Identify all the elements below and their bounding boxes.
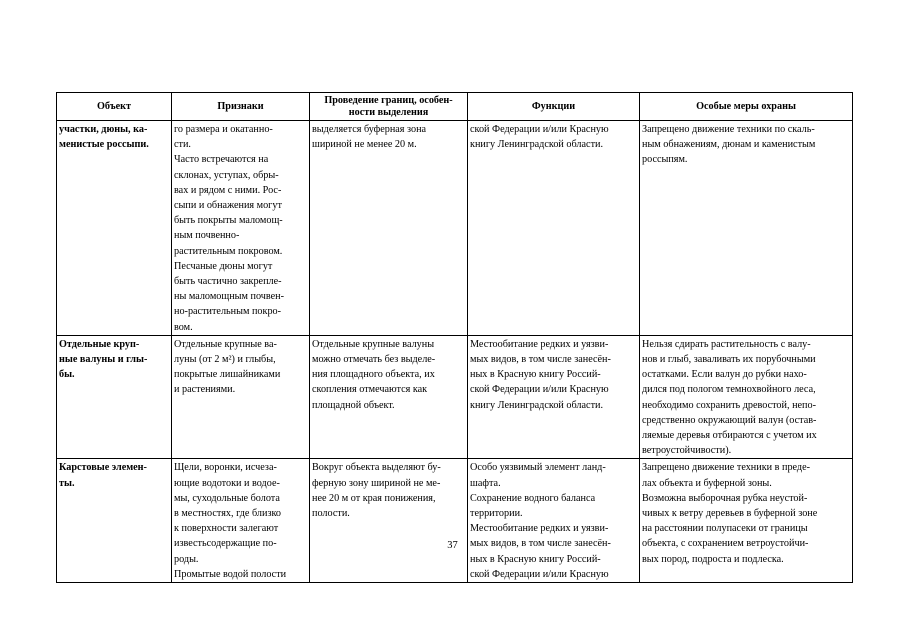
table-row xyxy=(57,335,853,459)
cell-text-line: Возможна выборочная рубка неустой- xyxy=(642,492,808,504)
cell-text-line: Песчаные дюны могут xyxy=(174,260,273,272)
cell-text-line: объекта, с сохранением ветроустойчи- xyxy=(642,538,809,550)
header-boundaries: Проведение границ, особен-ности выделения xyxy=(310,93,468,121)
cell-text-line: Промытые водой полости xyxy=(174,568,287,580)
cell-text-line: Щели, воронки, исчеза- xyxy=(174,462,277,474)
cell-text-line: вых пород, подроста и подлеска. xyxy=(642,553,784,565)
cell-text-line: и растениями. xyxy=(174,384,236,396)
cell-text-line: выделяется буферная зона xyxy=(312,124,427,135)
cell-text-line: Особо уязвимый элемент ланд- xyxy=(470,462,606,474)
cell-text-line: растительным покровом. xyxy=(174,245,283,257)
cell-text-line: го размера и окатанно- xyxy=(174,124,273,135)
cell-boundaries xyxy=(310,335,468,459)
cell-text-line: ным обнажениям, дюнам и каменистым xyxy=(642,139,816,151)
cell-text-line: средственно окружающий валун (остав- xyxy=(642,414,817,426)
protection-measures-table xyxy=(56,92,853,583)
cell-signs xyxy=(172,335,310,459)
cell-text-line: склонах, уступах, обры- xyxy=(174,169,279,181)
cell-functions xyxy=(468,459,640,583)
cell-text-line: ния площадного объекта, их xyxy=(312,369,435,381)
cell-text-line: луны (от 2 м²) и глыбы, xyxy=(174,354,276,366)
cell-text-line: книгу Ленинградской области. xyxy=(470,139,604,151)
header-signs: Признаки xyxy=(172,93,310,121)
cell-text-line: ных в Красную книгу Россий- xyxy=(470,369,601,381)
cell-text-line: россыпям. xyxy=(642,154,688,166)
cell-boundaries xyxy=(310,459,468,583)
cell-text-line: ющие водотоки и водое- xyxy=(174,477,280,489)
cell-text-line: лах объекта и буферной зоны. xyxy=(642,477,772,489)
cell-text-line: сыпи и обнажения могут xyxy=(174,200,282,212)
cell-text-line: ской Федерации и/или Красную xyxy=(470,384,609,396)
cell-signs xyxy=(172,459,310,583)
cell-object xyxy=(57,121,172,336)
header-functions: Функции xyxy=(468,93,640,121)
cell-text-line: Отдельные круп- xyxy=(59,338,140,350)
cell-text-line: сти. xyxy=(174,139,191,151)
cell-text-line: ты. xyxy=(59,477,75,489)
cell-text-line: ферную зону шириной не ме- xyxy=(312,477,441,489)
cell-text-line: Местообитание редких и уязви- xyxy=(470,338,609,350)
cell-text-line: в местностях, где близко xyxy=(174,508,282,520)
cell-text-line: мых видов, в том числе занесён- xyxy=(470,538,611,550)
cell-signs xyxy=(172,121,310,336)
cell-text-line: территории. xyxy=(470,508,523,520)
cell-text-line: Часто встречаются на xyxy=(174,154,269,166)
cell-text-line: ветроустойчивости). xyxy=(642,445,732,457)
cell-text-line: дился под пологом темнохвойного леса, xyxy=(642,384,816,396)
cell-text-line: Вокруг объекта выделяют бу- xyxy=(312,462,441,474)
cell-functions xyxy=(468,121,640,336)
cell-text-line: Карстовые элемен- xyxy=(59,462,147,474)
table-row xyxy=(57,121,853,336)
cell-text-line: менистые россыпи. xyxy=(59,139,149,151)
cell-text-line: ные валуны и глы- xyxy=(59,354,148,366)
cell-functions xyxy=(468,335,640,459)
cell-text-line: ляемые деревья отбираются с учетом их xyxy=(642,430,817,442)
cell-text-line: шириной не менее 20 м. xyxy=(312,139,417,151)
cell-text-line: площадной объект. xyxy=(312,399,395,411)
cell-text-line: мы, суходольные болота xyxy=(174,492,280,504)
cell-text-line: Местообитание редких и уязви- xyxy=(470,523,609,535)
cell-object xyxy=(57,459,172,583)
header-object: Объект xyxy=(57,93,172,121)
cell-text-line: к поверхности залегают xyxy=(174,523,279,535)
cell-text-line: быть покрыты маломощ- xyxy=(174,215,283,227)
cell-text-line: бы. xyxy=(59,369,75,381)
cell-text-line: быть частично закрепле- xyxy=(174,276,282,288)
cell-text-line: Запрещено движение техники по скаль- xyxy=(642,124,815,135)
cell-protection xyxy=(640,335,853,459)
cell-text-line: шафта. xyxy=(470,477,501,489)
cell-text-line: на расстоянии полупасеки от границы xyxy=(642,523,808,535)
cell-text-line: ным почвенно- xyxy=(174,230,240,242)
cell-text-line: роды. xyxy=(174,553,199,565)
table-row xyxy=(57,459,853,583)
cell-text-line: полости. xyxy=(312,508,350,520)
cell-text-line: участки, дюны, ка- xyxy=(59,124,148,135)
cell-text-line: остатками. Если валун до рубки нахо- xyxy=(642,369,807,381)
cell-text-line: мых видов, в том числе занесён- xyxy=(470,354,611,366)
header-protection: Особые меры охраны xyxy=(640,93,853,121)
cell-text-line: нов и глыб, заваливать их порубочными xyxy=(642,354,816,366)
cell-text-line: нее 20 м от края понижения, xyxy=(312,492,436,504)
cell-text-line: Отдельные крупные ва- xyxy=(174,338,277,350)
cell-text-line: чивых к ветру деревьев в буферной зоне xyxy=(642,508,818,520)
cell-protection xyxy=(640,121,853,336)
cell-text-line: но-растительным покро- xyxy=(174,306,282,318)
cell-text-line: можно отмечать без выделе- xyxy=(312,354,436,366)
cell-text-line: известьсодержащие по- xyxy=(174,538,277,550)
cell-text-line: ны маломощным почвен- xyxy=(174,291,285,303)
cell-text-line: Сохранение водного баланса xyxy=(470,492,596,504)
cell-text-line: скопления отмечаются как xyxy=(312,384,428,396)
cell-text-line: ных в Красную книгу Россий- xyxy=(470,553,601,565)
table-body xyxy=(57,121,853,583)
cell-text-line: ской Федерации и/или Красную xyxy=(470,124,609,135)
cell-text-line: вах и рядом с ними. Рос- xyxy=(174,184,282,196)
cell-text-line: книгу Ленинградской области. xyxy=(470,399,604,411)
cell-text-line: необходимо сохранить древостой, непо- xyxy=(642,399,816,411)
cell-object xyxy=(57,335,172,459)
cell-protection xyxy=(640,459,853,583)
cell-text-line: вом. xyxy=(174,321,193,333)
table-header-row xyxy=(57,93,853,121)
cell-boundaries xyxy=(310,121,468,336)
cell-text-line: ской Федерации и/или Красную xyxy=(470,568,609,580)
cell-text-line: покрытые лишайниками xyxy=(174,369,281,381)
page-number: 37 xyxy=(447,540,458,551)
cell-text-line: Запрещено движение техники в преде- xyxy=(642,462,811,474)
cell-text-line: Нельзя сдирать растительность с валу- xyxy=(642,338,811,350)
cell-text-line: Отдельные крупные валуны xyxy=(312,338,435,350)
